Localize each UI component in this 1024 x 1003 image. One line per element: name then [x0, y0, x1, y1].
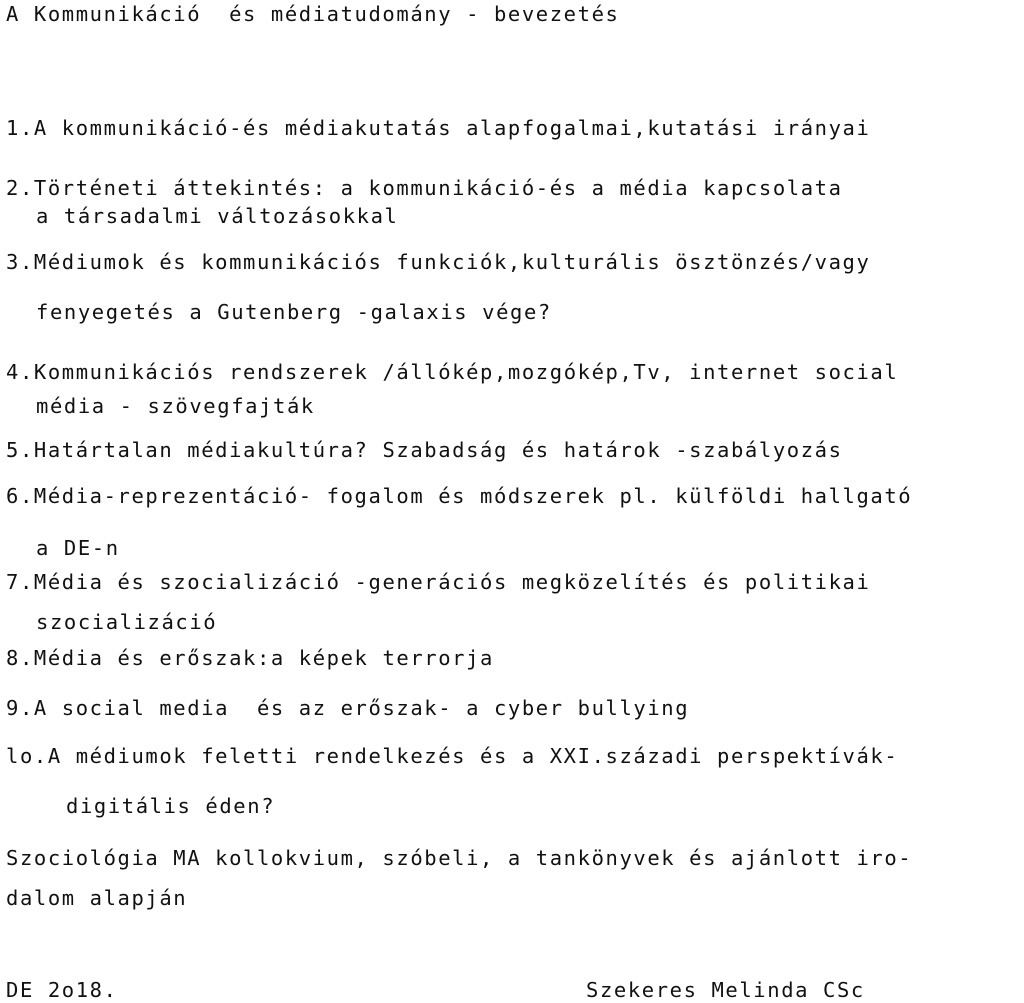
- list-item-9: [6, 696, 689, 720]
- list-item-1: [6, 116, 870, 140]
- list-item-number: 7.: [6, 570, 34, 594]
- list-item-6-continuation: a DE-n: [36, 536, 120, 560]
- list-item-7-continuation: szocializáció: [36, 610, 218, 634]
- list-item-10: [6, 744, 898, 768]
- list-item-3-continuation: fenyegetés a Gutenberg -galaxis vége?: [36, 300, 552, 324]
- list-item-text: Média-reprezentáció- fogalom és módszerek pl. külföldi hallgató: [33, 484, 913, 508]
- list-item-number: 8.: [6, 646, 34, 670]
- list-item-6: [6, 484, 912, 508]
- footer-author: Szekeres Melinda CSc: [586, 978, 865, 1002]
- list-item-4-continuation: média - szövegfajták: [36, 394, 315, 418]
- list-item-text: Történeti áttekintés: a kommunikáció-és a média kapcsolata: [33, 176, 843, 200]
- list-item-2: [6, 176, 843, 200]
- list-item-number: 5.: [6, 438, 34, 462]
- exam-note-line-1: Szociológia MA kollokvium, szóbeli, a tankönyvek és ajánlott iro-: [6, 846, 913, 870]
- document-title: A Kommunikáció és médiatudomány - bevezetés: [6, 2, 620, 26]
- exam-note-line-2: dalom alapján: [6, 886, 188, 910]
- footer-date: DE 2o18.: [6, 978, 118, 1002]
- list-item-text: Médiumok és kommunikációs funkciók,kulturális ösztönzés/vagy: [33, 250, 871, 274]
- list-item-2-continuation: a társadalmi változásokkal: [36, 204, 399, 228]
- list-item-text: Média és szocializáció -generációs megközelítés és politikai: [33, 570, 871, 594]
- list-item-text: Kommunikációs rendszerek /állókép,mozgókép,Tv, internet social: [33, 360, 899, 384]
- list-item-number: 2.: [6, 176, 34, 200]
- list-item-number: 4.: [6, 360, 34, 384]
- list-item-3: [6, 250, 870, 274]
- list-item-text: A kommunikáció-és médiakutatás alapfogalmai,kutatási irányai: [33, 116, 871, 140]
- list-item-8: [6, 646, 494, 670]
- list-item-10-continuation: digitális éden?: [66, 794, 276, 818]
- list-item-number: 1.: [6, 116, 34, 140]
- list-item-7: [6, 570, 870, 594]
- list-item-text: A médiumok feletti rendelkezés és a XXI.századi perspektívák-: [47, 744, 899, 768]
- list-item-number: 9.: [6, 696, 34, 720]
- list-item-number: lo.: [6, 744, 48, 768]
- list-item-4: [6, 360, 898, 384]
- list-item-text: Média és erőszak:a képek terrorja: [33, 646, 494, 670]
- list-item-number: 6.: [6, 484, 34, 508]
- list-item-number: 3.: [6, 250, 34, 274]
- list-item-text: Határtalan médiakultúra? Szabadság és határok -szabályozás: [33, 438, 843, 462]
- list-item-text: A social media és az erőszak- a cyber bullying: [33, 696, 690, 720]
- list-item-5: [6, 438, 843, 462]
